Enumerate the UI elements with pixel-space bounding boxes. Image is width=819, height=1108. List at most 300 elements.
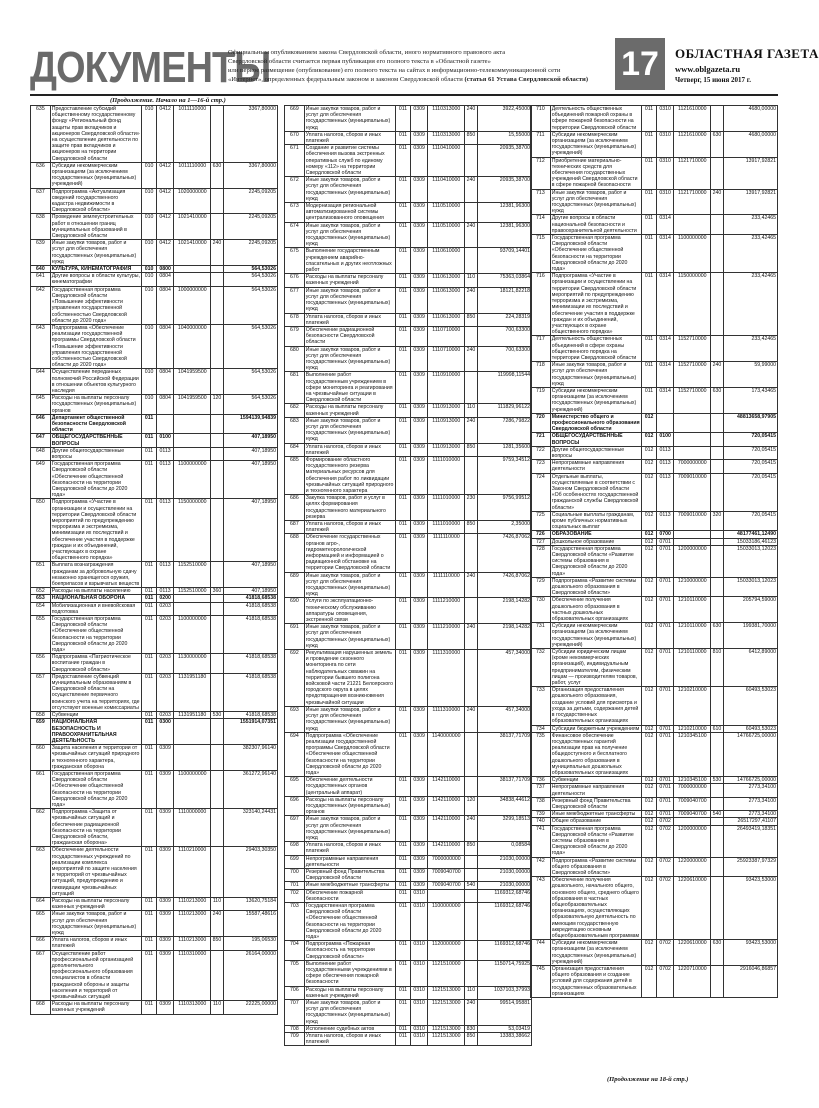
amount-cell: 323140,24431 — [223, 809, 277, 847]
budget-table-2 — [284, 105, 532, 1046]
amount-cell: 407,18950 — [223, 499, 277, 562]
amount-cell: 205794,59000 — [723, 597, 777, 623]
ministry-code-cell: 012 — [642, 777, 657, 784]
table-row — [531, 235, 778, 273]
expense-type-cell: 850 — [211, 937, 223, 950]
target-code-cell: 1041959500 — [174, 369, 211, 395]
expense-type-cell: 240 — [211, 240, 223, 266]
item-name-cell: Другие вопросы в области культуры, кинематографии — [51, 273, 140, 286]
expense-type-cell: 850 — [465, 313, 477, 326]
ministry-code-cell: 010 — [142, 266, 157, 273]
row-number-cell: 711 — [531, 131, 551, 157]
expense-type-cell — [211, 414, 223, 434]
target-code-cell: 1110913000 — [428, 417, 465, 443]
table-row — [31, 595, 278, 602]
table-row — [531, 784, 778, 797]
table-row — [285, 1000, 532, 1026]
ministry-code-cell: 011 — [642, 235, 657, 273]
expense-type-cell — [711, 732, 723, 776]
table-row — [531, 538, 778, 545]
target-code-cell: 1200000000 — [674, 545, 711, 577]
row-number-cell: 741 — [531, 825, 551, 857]
row-number-cell: 645 — [31, 395, 51, 415]
amount-cell: 7286,79822 — [477, 417, 531, 443]
amount-cell: 7426,87062 — [477, 572, 531, 598]
row-number-cell: 693 — [285, 706, 305, 732]
table-row — [531, 545, 778, 577]
amount-cell: 99514,95881 — [477, 1000, 531, 1026]
row-number-cell: 733 — [531, 687, 551, 725]
target-code-cell: 1110213000 — [174, 897, 211, 910]
target-code-cell: 1210210000 — [674, 725, 711, 732]
newspaper-name: ОБЛАСТНАЯ ГАЗЕТА — [675, 46, 819, 61]
expense-type-cell — [211, 106, 223, 163]
row-number-cell: 739 — [531, 811, 551, 818]
expense-type-cell: 530 — [712, 777, 722, 784]
section-code-cell: 0310 — [656, 131, 673, 157]
row-number-cell: 687 — [285, 521, 305, 534]
item-name-cell: Государственная программа Свердловской области «Обеспечение общественной безопасности на территории Свердловской области до 2020 года» — [50, 770, 141, 808]
ministry-code-cell: 012 — [642, 577, 657, 597]
expense-type-cell: 110 — [465, 274, 477, 287]
expense-type-cell: 530 — [212, 712, 222, 719]
amount-cell: 2198,14282 — [477, 624, 531, 650]
expense-type-cell: 240 — [711, 189, 723, 215]
amount-cell: 720,05415 — [723, 446, 777, 459]
table-row — [285, 732, 532, 776]
amount-cell: 2773,34100 — [723, 797, 777, 810]
target-code-cell: 1100000000 — [174, 770, 211, 808]
amount-cell: 29403,30350 — [223, 847, 277, 898]
item-name-cell: Иные закупки товаров, работ и услуг для обеспечения государственных (муниципальных) нужд — [304, 222, 395, 248]
expense-type-cell: 850 — [465, 131, 477, 144]
section-code-cell: 0701 — [656, 649, 673, 687]
notice-bold: (статья 61 Устава Свердловской области) — [464, 76, 589, 83]
row-number-cell: 723 — [531, 460, 551, 473]
amount-cell: 3367,80000 — [223, 162, 277, 188]
item-name-cell: Непрограммные направления деятельности — [550, 460, 641, 473]
table-row — [531, 460, 778, 473]
target-code-cell: 1110710000 — [428, 346, 465, 372]
ministry-code-cell: 011 — [396, 274, 411, 287]
table-row — [531, 687, 778, 725]
amount-cell: 48177461,12490 — [723, 531, 777, 538]
expense-type-cell — [465, 372, 477, 404]
notice-line-4: «Интернет», определенных федеральным законом и законом Свердловской области (статья 61 Устава Свердловской области) — [228, 76, 589, 83]
item-name-cell: Непрограммные направления деятельности — [304, 855, 395, 868]
section-code-cell: 0309 — [410, 624, 427, 650]
target-code-cell: 1111310000 — [428, 650, 465, 707]
expense-type-cell: 630 — [711, 387, 723, 413]
expense-type-cell — [211, 266, 223, 273]
ministry-code-cell: 011 — [396, 145, 411, 177]
row-number-cell: 661 — [31, 770, 51, 808]
amount-cell: 38137,71709 — [477, 777, 531, 797]
row-number-cell: 674 — [285, 222, 305, 248]
amount-cell: 564,53026 — [223, 266, 277, 273]
table-row — [31, 897, 278, 910]
ministry-code-cell: 011 — [396, 346, 411, 372]
expense-type-cell — [211, 214, 223, 240]
row-number-cell: 704 — [285, 941, 305, 961]
ministry-code-cell: 011 — [396, 326, 411, 346]
section-code-cell: 0804 — [156, 395, 173, 415]
table-row — [531, 597, 778, 623]
expense-type-cell: 230 — [465, 495, 477, 521]
table-row — [285, 960, 532, 986]
amount-cell: 0,08584 — [477, 842, 531, 855]
item-name-cell: Государственная программа Свердловской области «Обеспечение общественной безопасности на территории Свердловской области до 2020 года» — [304, 902, 395, 940]
section-code-cell: 0113 — [656, 460, 673, 473]
item-name-cell: Расходы на выплаты населению — [50, 588, 141, 595]
target-code-cell: 1142110000 — [428, 777, 465, 797]
target-code-cell: 7009040700 — [674, 797, 711, 810]
newspaper-url[interactable]: www.oblgazeta.ru — [675, 64, 741, 74]
target-code-cell: 1150000000 — [674, 273, 711, 336]
row-number-cell: 707 — [285, 1000, 305, 1026]
target-code-cell: 1110510000 — [428, 203, 465, 223]
item-name-cell: Уплата налогов, сборов и иных платежей — [304, 443, 395, 456]
amount-cell: 195,06530 — [223, 937, 277, 950]
expense-type-cell — [711, 273, 723, 336]
item-name-cell: Формирование областного государственного резерва материальных ресурсов для обеспечения работ по ликвидации чрезвычайных ситуаций природного и техногенного характера — [304, 456, 395, 494]
section-code-cell: 0804 — [156, 369, 173, 395]
amount-cell: 2773,34100 — [723, 811, 777, 818]
section-code-cell: 0309 — [156, 937, 173, 950]
amount-cell: 4680,00000 — [723, 131, 777, 157]
item-name-cell: Государственная программа Свердловской области «Обеспечение общественной безопасности на территории Свердловской области до 2020 года» — [50, 461, 141, 499]
table-row — [531, 811, 778, 818]
amount-cell: 93709,14401 — [477, 248, 531, 274]
item-name-cell: Уплата налогов, сборов и иных платежей — [304, 313, 395, 326]
row-number-cell: 716 — [531, 273, 551, 336]
item-name-cell: Государственная программа Свердловской области «Развитие системы образования в Свердловской области до 2020 года» — [550, 545, 641, 577]
section-code-cell: 0309 — [410, 248, 427, 274]
expense-type-cell — [465, 855, 477, 868]
amount-cell: 26164,00000 — [223, 950, 277, 1001]
section-code-cell: 0309 — [410, 203, 427, 223]
target-code-cell: 1021410000 — [174, 214, 211, 240]
amount-cell: 13620,75184 — [223, 897, 277, 910]
expense-type-cell: 240 — [465, 706, 477, 732]
row-number-cell: 692 — [285, 650, 305, 707]
row-number-cell: 657 — [31, 673, 51, 711]
item-name-cell: Иные закупки товаров, работ и услуг для обеспечения государственных (муниципальных) нужд — [304, 816, 395, 842]
table-row — [31, 719, 278, 745]
row-number-cell: 660 — [31, 745, 51, 771]
section-code-cell: 0309 — [156, 1001, 173, 1014]
section-code-cell: 0309 — [156, 847, 173, 898]
target-code-cell: 1110610000 — [428, 248, 465, 274]
target-code-cell: 1121513000 — [428, 1000, 465, 1026]
table-row — [285, 855, 532, 868]
section-code-cell: 0701 — [656, 597, 673, 623]
section-code-cell: 0412 — [156, 188, 173, 214]
table-row — [531, 797, 778, 810]
expense-type-cell — [465, 960, 477, 986]
table-row — [531, 511, 778, 531]
ministry-code-cell: 010 — [142, 214, 157, 240]
ministry-code-cell: 012 — [642, 877, 657, 940]
amount-cell: 457,34000 — [477, 706, 531, 732]
ministry-code-cell: 012 — [642, 446, 657, 459]
expense-type-cell — [711, 966, 723, 998]
section-code-cell: 0309 — [410, 417, 427, 443]
table-row — [531, 413, 778, 433]
amount-cell: 9756,99512 — [477, 495, 531, 521]
expense-type-cell — [211, 434, 223, 447]
target-code-cell: 1121710000 — [674, 189, 711, 215]
section-code-cell: 0310 — [656, 157, 673, 189]
target-code-cell: 1210210000 — [674, 687, 711, 725]
row-number-cell: 682 — [285, 404, 305, 417]
item-name-cell: Финансовое обеспечение государственных гарантий реализации прав на получение общедоступного и бесплатного дошкольного образования в муниципальных дошкольных образовательных организациях — [550, 732, 641, 776]
target-code-cell — [674, 818, 711, 825]
expense-type-cell — [211, 950, 223, 1001]
section-code-cell: 0113 — [656, 511, 673, 531]
section-code-cell — [656, 413, 673, 433]
expense-type-cell: 240 — [465, 1000, 477, 1026]
ministry-code-cell: 011 — [142, 911, 157, 937]
expense-type-cell — [465, 650, 477, 707]
target-code-cell — [174, 414, 211, 434]
section-code-cell: 0701 — [656, 811, 673, 818]
row-number-cell: 638 — [31, 214, 51, 240]
target-code-cell: 1110313000 — [428, 131, 465, 144]
target-code-cell: 1121710000 — [674, 157, 711, 189]
row-number-cell: 654 — [31, 602, 51, 615]
amount-cell: 12381,96300 — [477, 203, 531, 223]
expense-type-cell — [211, 602, 223, 615]
item-name-cell: НАЦИОНАЛЬНАЯ БЕЗОПАСНОСТЬ И ПРАВООХРАНИТЕЛЬНАЯ ДЕЯТЕЛЬНОСТЬ — [50, 719, 141, 745]
ministry-code-cell: 012 — [642, 433, 657, 446]
target-code-cell: 1120000000 — [428, 941, 465, 961]
amount-cell: 20935,38700 — [477, 145, 531, 177]
ministry-code-cell: 011 — [642, 362, 657, 388]
amount-cell: 233,42465 — [723, 336, 777, 362]
row-number-cell: 662 — [31, 809, 51, 847]
expense-type-cell — [211, 770, 223, 808]
table-row — [31, 602, 278, 615]
target-code-cell: 1000000000 — [174, 286, 211, 324]
amount-cell: 1169312,68746 — [477, 941, 531, 961]
target-code-cell: 1110213000 — [174, 937, 211, 950]
expense-type-cell: 540 — [712, 811, 722, 818]
amount-cell: 26517297,41107 — [723, 818, 777, 825]
item-name-cell: Защита населения и территории от чрезвычайных ситуаций природного и техногенного характера, гражданская оборона — [50, 745, 141, 771]
amount-cell: 7426,87062 — [477, 534, 531, 572]
table-row — [531, 877, 778, 940]
row-number-cell: 680 — [285, 346, 305, 372]
ministry-code-cell: 011 — [396, 534, 411, 572]
section-code-cell: 0701 — [656, 687, 673, 725]
target-code-cell: 1041959500 — [174, 395, 211, 415]
amount-cell: 25923387,97329 — [723, 857, 777, 877]
target-code-cell: 7000000000 — [674, 460, 711, 473]
row-number-cell: 734 — [531, 725, 551, 732]
row-number-cell: 720 — [531, 413, 551, 433]
table-row — [285, 443, 532, 456]
section-code-cell: 0113 — [156, 447, 173, 460]
table-row — [31, 809, 278, 847]
expense-type-cell — [465, 534, 477, 572]
section-code-cell: 0310 — [410, 1025, 427, 1032]
ministry-code-cell: 011 — [642, 215, 657, 235]
ministry-code-cell: 011 — [142, 654, 157, 674]
table-row — [531, 446, 778, 459]
section-code-cell: 0113 — [656, 473, 673, 511]
target-code-cell: 1021410000 — [174, 240, 211, 266]
ministry-code-cell: 011 — [142, 712, 157, 719]
table-row — [285, 534, 532, 572]
row-number-cell: 667 — [31, 950, 51, 1001]
expense-type-cell: 850 — [465, 521, 477, 534]
table-row — [285, 145, 532, 177]
amount-cell: 564,53026 — [223, 273, 277, 286]
target-code-cell — [428, 889, 465, 902]
row-number-cell: 699 — [285, 855, 305, 868]
ministry-code-cell: 011 — [396, 372, 411, 404]
section-code-cell: 0314 — [656, 215, 673, 235]
target-code-cell — [174, 447, 211, 460]
target-code-cell: 7009010000 — [674, 473, 711, 511]
table-row — [285, 521, 532, 534]
row-number-cell: 636 — [31, 162, 51, 188]
amount-cell: 22225,00000 — [223, 1001, 277, 1014]
target-code-cell: 1121513000 — [428, 1033, 465, 1046]
expense-type-cell — [211, 369, 223, 395]
ministry-code-cell: 012 — [642, 460, 657, 473]
table-row — [531, 157, 778, 189]
item-name-cell: Субсидии некоммерческим организациям (за исключением государственных (муниципальных) учреждений) — [550, 131, 641, 157]
amount-cell: 60493,53023 — [723, 725, 777, 732]
row-number-cell: 691 — [285, 624, 305, 650]
target-code-cell — [174, 719, 211, 745]
section-code-cell: 0314 — [656, 273, 673, 336]
section-code-cell: 0309 — [410, 816, 427, 842]
row-number-cell: 735 — [531, 732, 551, 776]
expense-type-cell: 610 — [712, 725, 722, 732]
item-name-cell: Подпрограмма «Участие в организации и осуществлении на территории Свердловской области мероприятий по предупреждению терроризма и экстремизма, минимизации их последствий и обеспечение участия в поддержке граждан и их объединений, участвующих в охране общественного порядка» — [550, 273, 641, 336]
section-code-cell: 0804 — [156, 324, 173, 368]
target-code-cell: 1121513000 — [428, 1025, 465, 1032]
target-code-cell: 1121510000 — [428, 960, 465, 986]
amount-cell: 720,05415 — [723, 473, 777, 511]
amount-cell: 2916046,86857 — [723, 966, 777, 998]
item-name-cell: ОБРАЗОВАНИЕ — [550, 531, 641, 538]
table-row — [531, 725, 778, 732]
row-number-cell: 713 — [531, 189, 551, 215]
section-code-cell: 0309 — [410, 274, 427, 287]
table-row — [531, 433, 778, 446]
section-code-cell: 0309 — [410, 777, 427, 797]
target-code-cell: 1111110000 — [428, 534, 465, 572]
amount-cell: 1169312,68746 — [477, 889, 531, 902]
section-code-cell: 0309 — [410, 598, 427, 624]
amount-cell: 1551914,07351 — [223, 719, 277, 745]
item-name-cell: Субвенции — [50, 712, 141, 719]
table-row — [531, 215, 778, 235]
item-name-cell: Субсидии некоммерческим организациям (за исключением государственных (муниципальных) учреждений) — [550, 940, 641, 966]
row-number-cell: 676 — [285, 274, 305, 287]
section-code-cell: 0310 — [656, 189, 673, 215]
target-code-cell: 1152710000 — [674, 336, 711, 362]
item-name-cell: Обеспечение государственных органов агро-, гидрометеорологической информацией и информацией о радиационной обстановке на территории Свердловской области — [304, 534, 395, 572]
item-name-cell: КУЛЬТУРА, КИНЕМАТОГРАФИЯ — [50, 266, 141, 273]
section-code-cell: 0702 — [656, 877, 673, 940]
item-name-cell: Государственная программа Свердловской области «Повышение эффективности управления государственной собственностью Свердловской области до 2020 года» — [50, 286, 141, 324]
ministry-code-cell: 011 — [142, 950, 157, 1001]
target-code-cell: 1100000000 — [174, 616, 211, 654]
ministry-code-cell: 011 — [142, 809, 157, 847]
table-row — [285, 203, 532, 223]
item-name-cell: Иные закупки товаров, работ и услуг для обеспечения государственных (муниципальных) нужд — [304, 417, 395, 443]
section-code-cell: 0309 — [410, 706, 427, 732]
expense-type-cell: 360 — [212, 588, 222, 595]
ministry-code-cell: 010 — [142, 162, 157, 188]
ministry-code-cell: 011 — [396, 889, 411, 902]
row-number-cell: 666 — [31, 937, 51, 950]
table-row — [285, 248, 532, 274]
amount-cell: 224,28319 — [477, 313, 531, 326]
section-code-cell: 0100 — [656, 433, 673, 446]
expense-type-cell — [211, 324, 223, 368]
amount-cell: 3367,80000 — [223, 106, 277, 163]
item-name-cell: НАЦИОНАЛЬНАЯ ОБОРОНА — [50, 595, 141, 602]
item-name-cell: Непрограммные направления деятельности — [550, 784, 641, 797]
target-code-cell: 1130000000 — [174, 654, 211, 674]
expense-type-cell — [211, 745, 223, 771]
target-code-cell: 1110510000 — [428, 222, 465, 248]
expense-type-cell: 850 — [465, 842, 477, 855]
ministry-code-cell: 011 — [142, 616, 157, 654]
target-code-cell: 1152510000 — [174, 562, 211, 588]
expense-type-cell — [711, 413, 723, 433]
ministry-code-cell: 011 — [142, 499, 157, 562]
item-name-cell: Подпрограмма «Пожарная безопасность на территории Свердловской области» — [304, 941, 395, 961]
item-name-cell: Дошкольное образование — [550, 538, 641, 545]
table-row — [31, 654, 278, 674]
expense-type-cell — [211, 809, 223, 847]
item-name-cell: Государственная программа Свердловской области «Обеспечение общественной безопасности на территории Свердловской области до 2020 года» — [550, 235, 641, 273]
table-row — [531, 387, 778, 413]
target-code-cell: 1110213000 — [174, 911, 211, 937]
budget-column-2 — [284, 105, 532, 1046]
ministry-code-cell: 012 — [642, 725, 657, 732]
ministry-code-cell: 011 — [142, 595, 157, 602]
section-code-cell: 0314 — [656, 387, 673, 413]
amount-cell: 564,53026 — [223, 324, 277, 368]
section-code-cell: 0309 — [156, 745, 173, 771]
amount-cell: 2245,09205 — [223, 240, 277, 266]
ministry-code-cell: 011 — [396, 287, 411, 313]
item-name-cell: ОБЩЕГОСУДАРСТВЕННЫЕ ВОПРОСЫ — [550, 433, 641, 446]
table-row — [285, 177, 532, 203]
section-code-cell: 0309 — [410, 882, 427, 889]
amount-cell: 13917,92821 — [723, 157, 777, 189]
target-code-cell — [674, 413, 711, 433]
expense-type-cell — [465, 777, 477, 797]
row-number-cell: 664 — [31, 897, 51, 910]
section-code-cell: 0314 — [656, 235, 673, 273]
target-code-cell: 1110000000 — [174, 809, 211, 847]
row-number-cell: 668 — [31, 1001, 51, 1014]
amount-cell: 93423,53000 — [723, 877, 777, 940]
table-row — [531, 577, 778, 597]
expense-type-cell — [211, 447, 223, 460]
item-name-cell: Подпрограмма «Защита от чрезвычайных ситуаций и обеспечение радиационной безопасности на территории Свердловской области, гражданская оборона» — [50, 809, 141, 847]
item-name-cell: Иные закупки товаров, работ и услуг для обеспечения государственных (муниципальных) нужд — [304, 287, 395, 313]
